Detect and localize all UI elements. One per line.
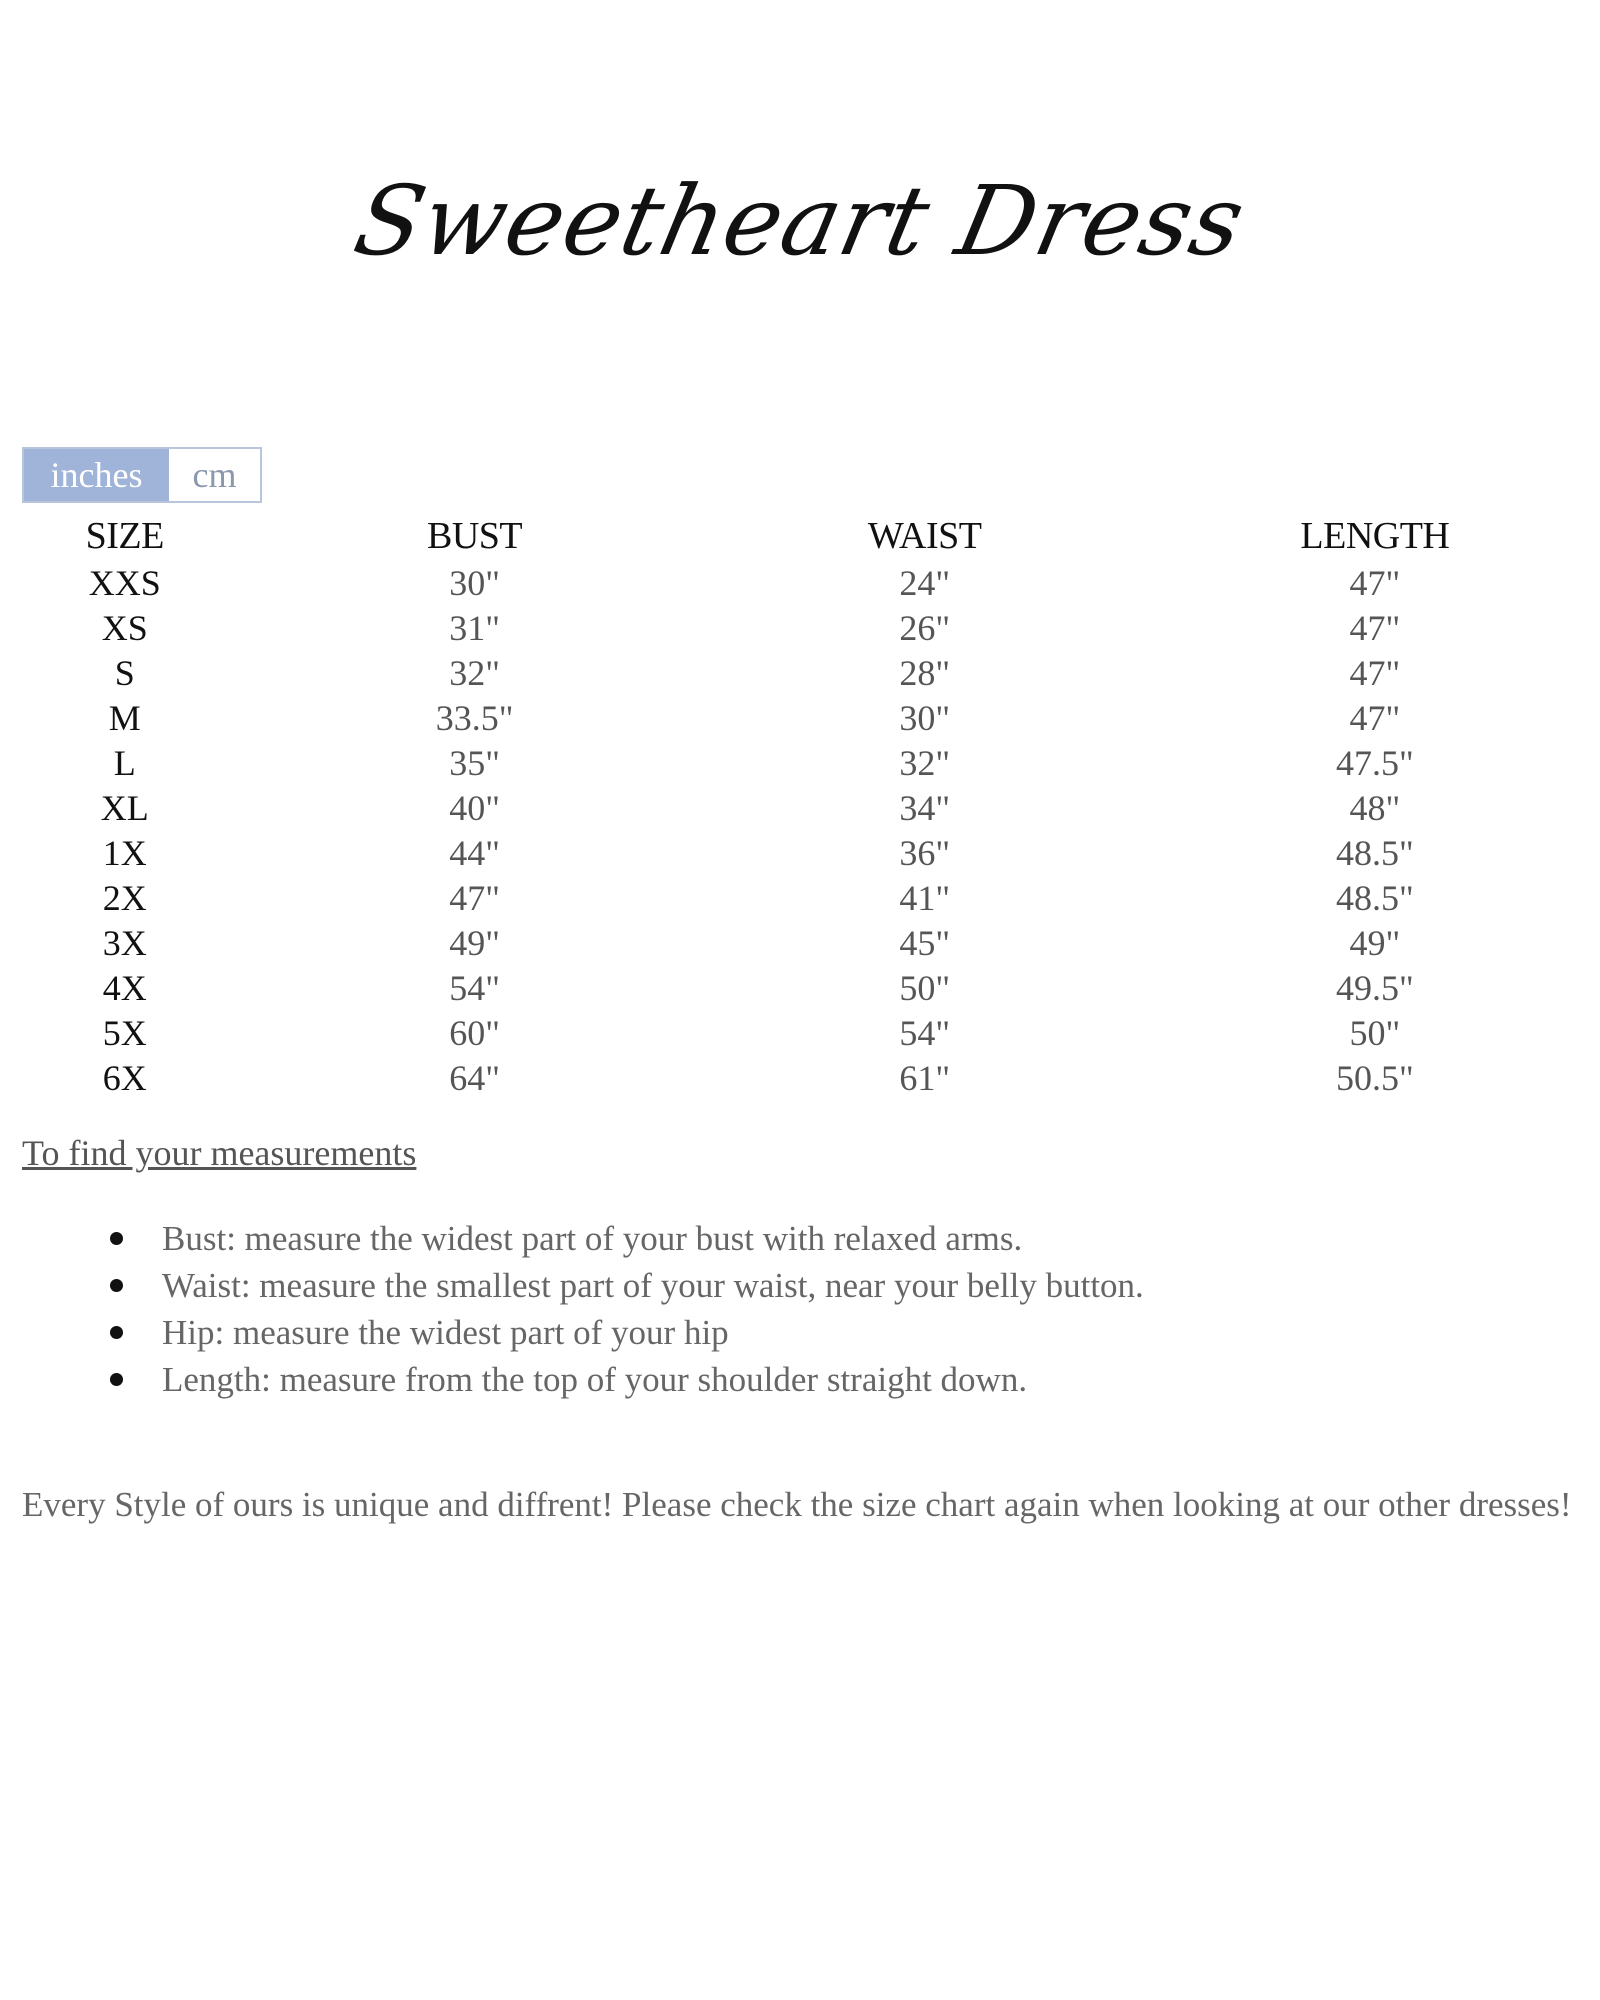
inches-tab[interactable]: inches bbox=[24, 449, 169, 501]
length-cell: 49.5" bbox=[1336, 967, 1414, 1008]
tip-text: Waist: measure the smallest part of your waist, near your belly button. bbox=[162, 1266, 1144, 1305]
waist-cell: 24" bbox=[899, 562, 951, 603]
length-cell: 49" bbox=[1349, 922, 1401, 963]
size-cell: XS bbox=[101, 607, 148, 648]
bullet-icon bbox=[110, 1232, 123, 1245]
bullet-icon bbox=[110, 1326, 123, 1339]
table-row bbox=[0, 875, 1600, 920]
page-title: Sweetheart Dress bbox=[345, 165, 1255, 277]
table-row bbox=[0, 965, 1600, 1010]
table-row bbox=[0, 920, 1600, 965]
size-cell: 1X bbox=[102, 832, 147, 873]
waist-cell: 41" bbox=[899, 877, 951, 918]
bust-cell: 47" bbox=[449, 877, 500, 918]
size-cell: 2X bbox=[102, 877, 147, 918]
list-item bbox=[110, 1309, 1144, 1356]
bullet-icon bbox=[110, 1373, 123, 1386]
table-row bbox=[0, 1055, 1600, 1100]
size-cell: L bbox=[113, 742, 136, 783]
table-row bbox=[0, 740, 1600, 785]
length-cell: 47" bbox=[1349, 652, 1401, 693]
waist-cell: 36" bbox=[899, 832, 951, 873]
size-chart-body bbox=[0, 560, 1600, 1100]
length-cell: 48.5" bbox=[1336, 832, 1414, 873]
list-item bbox=[110, 1356, 1144, 1403]
bust-cell: 60" bbox=[449, 1012, 500, 1053]
length-cell: 47" bbox=[1349, 607, 1401, 648]
waist-cell: 50" bbox=[899, 967, 951, 1008]
size-cell: M bbox=[108, 697, 141, 738]
size-cell: 5X bbox=[102, 1012, 147, 1053]
table-row bbox=[0, 650, 1600, 695]
bust-cell: 44" bbox=[449, 832, 500, 873]
table-row bbox=[0, 830, 1600, 875]
tip-text: Length: measure from the top of your shoulder straight down. bbox=[162, 1360, 1028, 1399]
bullet-icon bbox=[110, 1279, 123, 1292]
cm-tab[interactable]: cm bbox=[169, 449, 260, 501]
style-note: Every Style of ours is unique and diffrent! Please check the size chart again when looking at our other dresses! bbox=[22, 1485, 1572, 1524]
tip-text: Hip: measure the widest part of your hip bbox=[162, 1313, 729, 1352]
list-item bbox=[110, 1262, 1144, 1309]
header-bust: BUST bbox=[426, 515, 523, 557]
waist-cell: 54" bbox=[899, 1012, 951, 1053]
length-cell: 47" bbox=[1349, 562, 1401, 603]
length-cell: 47.5" bbox=[1336, 742, 1414, 783]
measurements-heading[interactable]: To find your measurements bbox=[22, 1133, 417, 1173]
size-cell: XXS bbox=[88, 562, 161, 603]
waist-cell: 61" bbox=[899, 1057, 951, 1098]
table-row bbox=[0, 695, 1600, 740]
table-row bbox=[0, 605, 1600, 650]
bust-cell: 30" bbox=[449, 562, 500, 603]
bust-cell: 33.5" bbox=[435, 697, 514, 738]
size-cell: 6X bbox=[102, 1057, 147, 1098]
table-row bbox=[0, 785, 1600, 830]
table-row bbox=[0, 1010, 1600, 1055]
length-cell: 48.5" bbox=[1336, 877, 1414, 918]
length-cell: 50" bbox=[1349, 1012, 1401, 1053]
length-cell: 50.5" bbox=[1336, 1057, 1414, 1098]
table-row bbox=[0, 560, 1600, 605]
length-cell: 48" bbox=[1349, 787, 1401, 828]
header-waist: WAIST bbox=[867, 515, 982, 557]
length-cell: 47" bbox=[1349, 697, 1401, 738]
header-size: SIZE bbox=[85, 515, 164, 557]
waist-cell: 45" bbox=[899, 922, 951, 963]
waist-cell: 34" bbox=[899, 787, 951, 828]
waist-cell: 28" bbox=[899, 652, 951, 693]
size-cell: S bbox=[114, 652, 135, 693]
table-header-row bbox=[0, 512, 1600, 560]
bust-cell: 35" bbox=[449, 742, 500, 783]
list-item bbox=[110, 1215, 1144, 1262]
waist-cell: 32" bbox=[899, 742, 951, 783]
bust-cell: 64" bbox=[449, 1057, 500, 1098]
bust-cell: 32" bbox=[449, 652, 500, 693]
size-cell: 3X bbox=[102, 922, 147, 963]
waist-cell: 26" bbox=[899, 607, 951, 648]
bust-cell: 49" bbox=[449, 922, 500, 963]
size-cell: XL bbox=[100, 787, 149, 828]
waist-cell: 30" bbox=[899, 697, 951, 738]
size-chart-table bbox=[0, 512, 1600, 1100]
bust-cell: 40" bbox=[449, 787, 500, 828]
bust-cell: 54" bbox=[449, 967, 500, 1008]
header-length: LENGTH bbox=[1300, 515, 1450, 557]
unit-toggle bbox=[22, 447, 262, 503]
measurement-tips-list bbox=[110, 1215, 1144, 1403]
bust-cell: 31" bbox=[449, 607, 500, 648]
size-cell: 4X bbox=[102, 967, 147, 1008]
tip-text: Bust: measure the widest part of your bust with relaxed arms. bbox=[162, 1219, 1023, 1258]
